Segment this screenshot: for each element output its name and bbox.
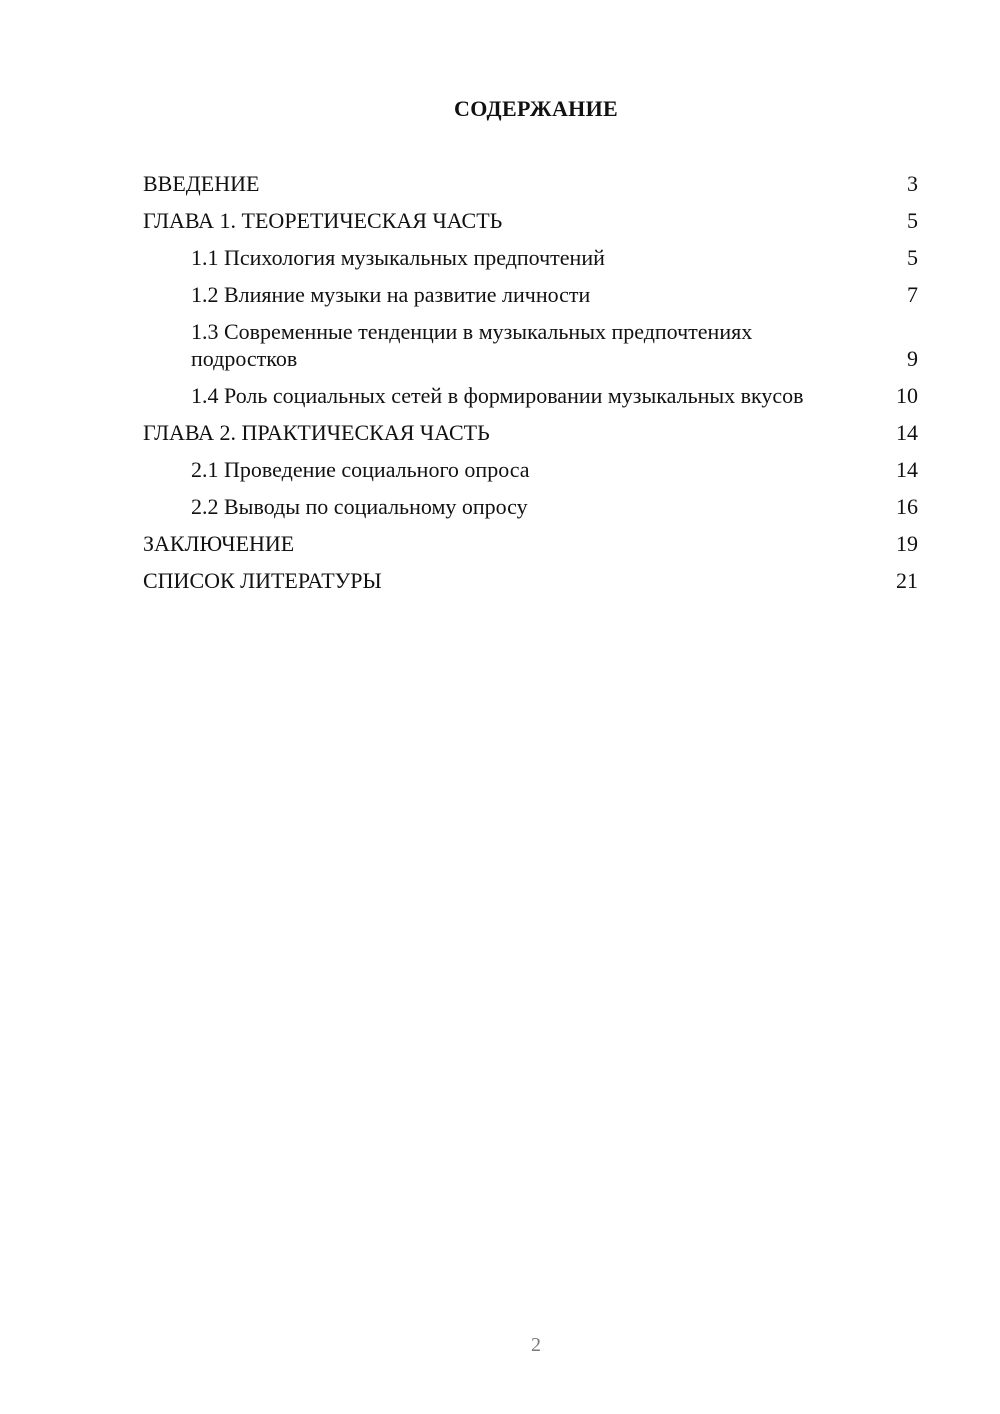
- toc-entry-text: ГЛАВА 1. ТЕОРЕТИЧЕСКАЯ ЧАСТЬ: [143, 208, 503, 233]
- toc-entry-text: ГЛАВА 2. ПРАКТИЧЕСКАЯ ЧАСТЬ: [143, 420, 490, 445]
- toc-entry-section-2-1[interactable]: [143, 456, 918, 483]
- table-of-contents: [143, 170, 918, 604]
- toc-entry-chapter-2[interactable]: [143, 419, 918, 446]
- toc-entry-chapter-1[interactable]: [143, 207, 918, 234]
- toc-entry-text: ВВЕДЕНИЕ: [143, 171, 260, 196]
- toc-entry-section-2-2[interactable]: [143, 493, 918, 520]
- toc-entry-page: 21: [896, 568, 918, 593]
- page-number: 2: [531, 1334, 541, 1356]
- toc-entry-text: 1.2 Влияние музыки на развитие личности: [191, 282, 591, 307]
- toc-entry-page: 7: [907, 282, 918, 307]
- toc-entry-text: 1.4 Роль социальных сетей в формировании музыкальных вкусов: [191, 383, 804, 408]
- toc-entry-text: ЗАКЛЮЧЕНИЕ: [143, 531, 295, 556]
- toc-entry-text: 2.2 Выводы по социальному опросу: [191, 494, 528, 519]
- toc-entry-text: СПИСОК ЛИТЕРАТУРЫ: [143, 568, 382, 593]
- toc-entry-section-1-1[interactable]: [143, 244, 918, 271]
- toc-entry-page: 3: [907, 171, 918, 196]
- toc-entry-page: 9: [907, 346, 918, 371]
- toc-entry-section-1-3[interactable]: [143, 318, 918, 372]
- toc-entry-page: 14: [896, 457, 918, 482]
- toc-title: СОДЕРЖАНИЕ: [454, 96, 618, 121]
- toc-entry-page: 16: [896, 494, 918, 519]
- toc-entry-text: 1.1 Психология музыкальных предпочтений: [191, 245, 605, 270]
- toc-entry-section-1-4[interactable]: [143, 382, 918, 409]
- toc-entry-page: 10: [896, 383, 918, 408]
- toc-entry-page: 5: [907, 208, 918, 233]
- toc-entry-text: 2.1 Проведение социального опроса: [191, 457, 530, 482]
- toc-entry-page: 5: [907, 245, 918, 270]
- toc-entry-introduction[interactable]: [143, 170, 918, 197]
- toc-entry-page: 19: [896, 531, 918, 556]
- toc-entry-bibliography[interactable]: [143, 567, 918, 594]
- toc-entry-page: 14: [896, 420, 918, 445]
- toc-entry-section-1-2[interactable]: [143, 281, 918, 308]
- toc-entry-conclusion[interactable]: [143, 530, 918, 557]
- toc-entry-text: 1.3 Современные тенденции в музыкальных предпочтениях подростков: [191, 319, 753, 371]
